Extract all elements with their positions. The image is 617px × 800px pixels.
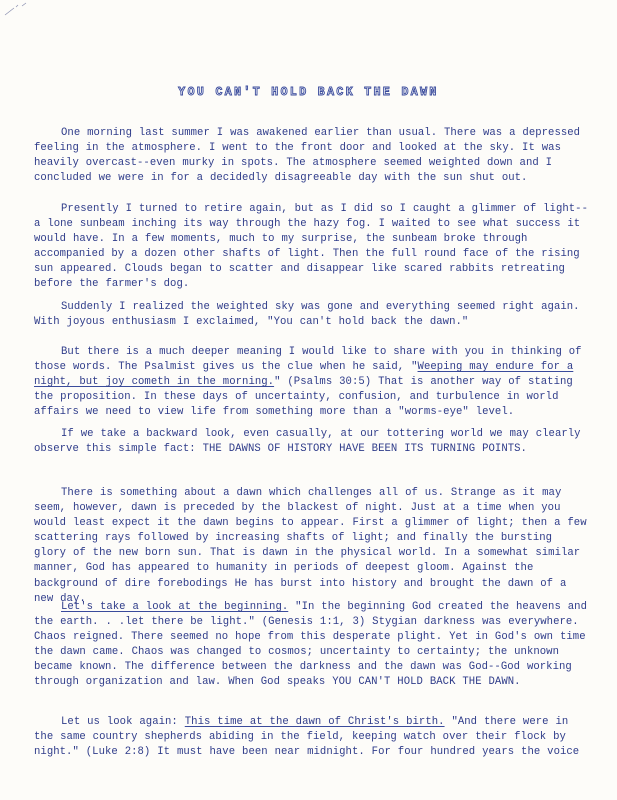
pen-mark-decoration	[4, 2, 34, 16]
paragraph-5	[34, 427, 590, 457]
paragraph-3-text: Suddenly I realized the weighted sky was gone and everything seemed right again. With joyous enthusiasm I exclaimed, "You can't hold back the dawn."	[34, 301, 580, 329]
paragraph-1	[34, 126, 590, 186]
paragraph-2	[34, 202, 590, 293]
paragraph-4-underlined-quote: Weeping may endure for a night, but joy cometh in the morning.	[34, 361, 574, 389]
page-title: YOU CAN'T HOLD BACK THE DAWN	[178, 86, 439, 99]
paragraph-8-text-before: Let us look again:	[61, 716, 185, 728]
paragraph-4	[34, 345, 590, 420]
paragraph-4-text-after: " (Psalms 30:5) That is another way of stating the proposition. In these days of uncertainty, confusion, and turbulence in world affairs we need to view life from something more than a "worms-eye" level.	[34, 376, 573, 419]
paragraph-5-text: If we take a backward look, even casually, at our tottering world we may clearly observe this simple fact: THE DAWNS OF HISTORY HAVE BEEN ITS TURNING POINTS.	[34, 428, 581, 456]
paragraph-8	[34, 715, 590, 760]
paragraph-8-text-after: "And there were in the same country shepherds abiding in the field, keeping watch over their flock by night." (Luke 2:8) It must have been near midnight. For four hundred years the voice	[34, 716, 580, 759]
paragraph-2-text: Presently I turned to retire again, but as I did so I caught a glimmer of light--a lone sunbeam inching its way through the hazy fog. I waited to see what success it would have. In a few moments, much to my surprise, the sunbeam broke through accompanied by a dozen other shafts of light. Then the full round face of the rising sun appeared. Clouds began to scatter and disappear like scared rabbits retreating before the farmer's dog.	[34, 203, 588, 291]
paragraph-7-underlined-heading: Let's take a look at the beginning.	[61, 601, 289, 613]
paragraph-7-text-after: "In the beginning God created the heavens and the earth. . .let there be light." (Genesis 1:1, 3) Stygian darkness was everywhere. Chaos reigned. There seemed no hope from this desperate plight. Yet in God's own time the dawn came. Chaos was changed to cosmos; uncertainty to certainty; the unknown became known. The difference between the darkness and the dawn was God--God working through organization and law. When God speaks YOU CAN'T HOLD BACK THE DAWN.	[34, 601, 588, 689]
paragraph-3	[34, 300, 590, 330]
paragraph-1-text: One morning last summer I was awakened earlier than usual. There was a depressed feeling in the atmosphere. I went to the front door and looked at the sky. It was heavily overcast--even murky in spots. The atmosphere seemed weighted down and I concluded we were in for a decidedly disagreeable day with the sun shut out.	[34, 127, 581, 185]
paragraph-7	[34, 600, 590, 691]
paragraph-6-text: There is something about a dawn which challenges all of us. Strange as it may seem, however, dawn is preceded by the blackest of night. Just at a time when you would least expect it the dawn begins to appear. First a glimmer of light; then a few scattering rays followed by increasing shafts of light; and finally the bursting glory of the new born sun. That is dawn in the physical world. In a somewhat similar manner, God has appeared to humanity in periods of deepest gloom. Against the background of dire forebodings He has burst into history and brought the dawn of a new day.	[34, 487, 587, 605]
paragraph-4-text-before: But there is a much deeper meaning I would like to share with you in thinking of those words. The Psalmist gives us the clue when he said, "	[34, 346, 582, 374]
paragraph-6	[34, 486, 590, 607]
paragraph-8-underlined-heading: This time at the dawn of Christ's birth.	[184, 716, 445, 728]
